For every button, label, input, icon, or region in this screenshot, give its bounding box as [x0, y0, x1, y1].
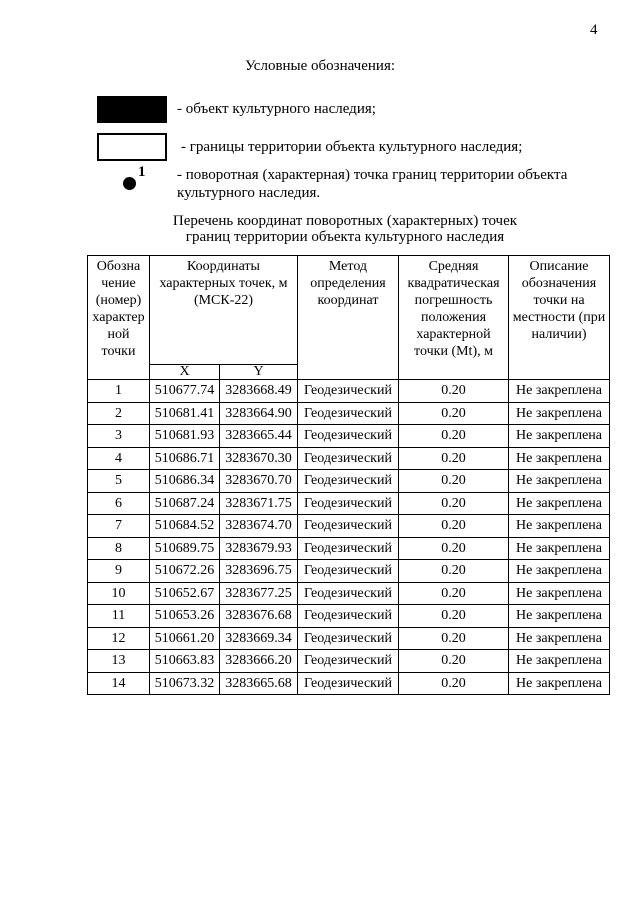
- point-number-cell: 6: [88, 492, 150, 515]
- table-row: [88, 447, 610, 470]
- legend-title: Условные обозначения:: [244, 58, 396, 74]
- turning-point-dot-icon: [97, 166, 167, 196]
- method-cell: Геодезический: [298, 425, 399, 448]
- table-row: [88, 402, 610, 425]
- point-description-cell: Не закреплена: [509, 560, 610, 583]
- coordinate-x-cell: 510686.34: [150, 470, 220, 493]
- method-cell: Геодезический: [298, 447, 399, 470]
- header-method: Метод определения координат: [298, 256, 399, 380]
- coordinate-y-cell: 3283670.30: [220, 447, 298, 470]
- coordinate-x-cell: 510677.74: [150, 380, 220, 403]
- coordinate-x-cell: 510652.67: [150, 582, 220, 605]
- method-cell: Геодезический: [298, 470, 399, 493]
- coordinate-y-cell: 3283670.70: [220, 470, 298, 493]
- mean-error-cell: 0.20: [399, 447, 509, 470]
- point-description-cell: Не закреплена: [509, 447, 610, 470]
- method-cell: Геодезический: [298, 492, 399, 515]
- legend-item-territory-border: [97, 133, 522, 161]
- point-number-cell: 12: [88, 627, 150, 650]
- legend-item-text: - границы территории объекта культурного наследия;: [181, 139, 523, 155]
- table-title-line1: Перечень координат поворотных (характерных) точек: [172, 213, 518, 229]
- table-row: [88, 582, 610, 605]
- method-cell: Геодезический: [298, 605, 399, 628]
- method-cell: Геодезический: [298, 582, 399, 605]
- coordinate-y-cell: 3283665.44: [220, 425, 298, 448]
- mean-error-cell: 0.20: [399, 515, 509, 538]
- table-title-line2: границ территории объекта культурного наследия: [185, 229, 505, 245]
- mean-error-cell: 0.20: [399, 425, 509, 448]
- mean-error-cell: 0.20: [399, 672, 509, 695]
- table-row: [88, 537, 610, 560]
- point-description-cell: Не закреплена: [509, 402, 610, 425]
- point-description-cell: Не закреплена: [509, 582, 610, 605]
- point-number-cell: 5: [88, 470, 150, 493]
- point-number-cell: 7: [88, 515, 150, 538]
- point-number-cell: 2: [88, 402, 150, 425]
- coordinates-table: [87, 255, 610, 695]
- point-description-cell: Не закреплена: [509, 605, 610, 628]
- legend-item-text: - объект культурного наследия;: [177, 101, 376, 117]
- mean-error-cell: 0.20: [399, 582, 509, 605]
- point-description-cell: Не закреплена: [509, 380, 610, 403]
- point-number-cell: 9: [88, 560, 150, 583]
- point-description-cell: Не закреплена: [509, 515, 610, 538]
- mean-error-cell: 0.20: [399, 380, 509, 403]
- legend-item-heritage-object: [97, 96, 376, 123]
- mean-error-cell: 0.20: [399, 605, 509, 628]
- mean-error-cell: 0.20: [399, 560, 509, 583]
- point-number-cell: 4: [88, 447, 150, 470]
- point-dot: [123, 177, 136, 190]
- coordinate-x-cell: 510681.93: [150, 425, 220, 448]
- coordinate-x-cell: 510653.26: [150, 605, 220, 628]
- coordinate-y-cell: 3283668.49: [220, 380, 298, 403]
- method-cell: Геодезический: [298, 402, 399, 425]
- point-description-cell: Не закреплена: [509, 425, 610, 448]
- point-description-cell: Не закреплена: [509, 650, 610, 673]
- method-cell: Геодезический: [298, 537, 399, 560]
- point-number-cell: 10: [88, 582, 150, 605]
- legend-item-turning-point: [97, 166, 597, 202]
- point-number-cell: 3: [88, 425, 150, 448]
- header-y: Y: [220, 365, 298, 380]
- coordinate-y-cell: 3283679.93: [220, 537, 298, 560]
- method-cell: Геодезический: [298, 560, 399, 583]
- coordinate-y-cell: 3283676.68: [220, 605, 298, 628]
- coordinate-y-cell: 3283669.34: [220, 627, 298, 650]
- outlined-rectangle-icon: [97, 133, 167, 161]
- point-description-cell: Не закреплена: [509, 470, 610, 493]
- coordinate-y-cell: 3283671.75: [220, 492, 298, 515]
- mean-error-cell: 0.20: [399, 627, 509, 650]
- mean-error-cell: 0.20: [399, 650, 509, 673]
- header-description: Описание обозначения точки на местности (при наличии): [509, 256, 610, 380]
- point-number-cell: 1: [88, 380, 150, 403]
- point-description-cell: Не закреплена: [509, 537, 610, 560]
- point-description-cell: Не закреплена: [509, 672, 610, 695]
- coordinate-y-cell: 3283665.68: [220, 672, 298, 695]
- header-row: [88, 256, 610, 365]
- table-row: [88, 425, 610, 448]
- point-number-cell: 14: [88, 672, 150, 695]
- coordinate-x-cell: 510672.26: [150, 560, 220, 583]
- table-row: [88, 627, 610, 650]
- method-cell: Геодезический: [298, 515, 399, 538]
- coordinate-x-cell: 510689.75: [150, 537, 220, 560]
- header-coordinates: Координаты характерных точек, м (МСК-22): [150, 256, 298, 365]
- method-cell: Геодезический: [298, 650, 399, 673]
- coordinate-x-cell: 510661.20: [150, 627, 220, 650]
- table-row: [88, 560, 610, 583]
- header-error: Средняя квадратическая погрешность положения характерной точки (Mt), м: [399, 256, 509, 380]
- coordinate-y-cell: 3283666.20: [220, 650, 298, 673]
- point-description-cell: Не закреплена: [509, 627, 610, 650]
- point-description-cell: Не закреплена: [509, 492, 610, 515]
- header-x: X: [150, 365, 220, 380]
- header-designation: Обозна чение (номер) характер ной точки: [88, 256, 150, 380]
- table-title: [0, 213, 640, 245]
- method-cell: Геодезический: [298, 627, 399, 650]
- coordinate-x-cell: 510684.52: [150, 515, 220, 538]
- point-number-cell: 13: [88, 650, 150, 673]
- coordinate-y-cell: 3283664.90: [220, 402, 298, 425]
- legend-item-text: - поворотная (характерная) точка границ территории объекта культурного наследия.: [177, 167, 568, 201]
- mean-error-cell: 0.20: [399, 402, 509, 425]
- point-number-cell: 8: [88, 537, 150, 560]
- coordinate-x-cell: 510686.71: [150, 447, 220, 470]
- coordinate-x-cell: 510681.41: [150, 402, 220, 425]
- table-row: [88, 515, 610, 538]
- mean-error-cell: 0.20: [399, 492, 509, 515]
- coordinate-x-cell: 510687.24: [150, 492, 220, 515]
- page-number: 4: [590, 22, 598, 38]
- coordinate-y-cell: 3283677.25: [220, 582, 298, 605]
- table-row: [88, 380, 610, 403]
- mean-error-cell: 0.20: [399, 470, 509, 493]
- table-row: [88, 492, 610, 515]
- coordinate-y-cell: 3283696.75: [220, 560, 298, 583]
- coordinate-x-cell: 510673.32: [150, 672, 220, 695]
- method-cell: Геодезический: [298, 380, 399, 403]
- table-row: [88, 470, 610, 493]
- black-rectangle-icon: [97, 96, 167, 123]
- point-number-label: 1: [138, 164, 146, 180]
- mean-error-cell: 0.20: [399, 537, 509, 560]
- table-row: [88, 672, 610, 695]
- table-row: [88, 605, 610, 628]
- table-row: [88, 650, 610, 673]
- method-cell: Геодезический: [298, 672, 399, 695]
- point-number-cell: 11: [88, 605, 150, 628]
- coordinate-x-cell: 510663.83: [150, 650, 220, 673]
- coordinate-y-cell: 3283674.70: [220, 515, 298, 538]
